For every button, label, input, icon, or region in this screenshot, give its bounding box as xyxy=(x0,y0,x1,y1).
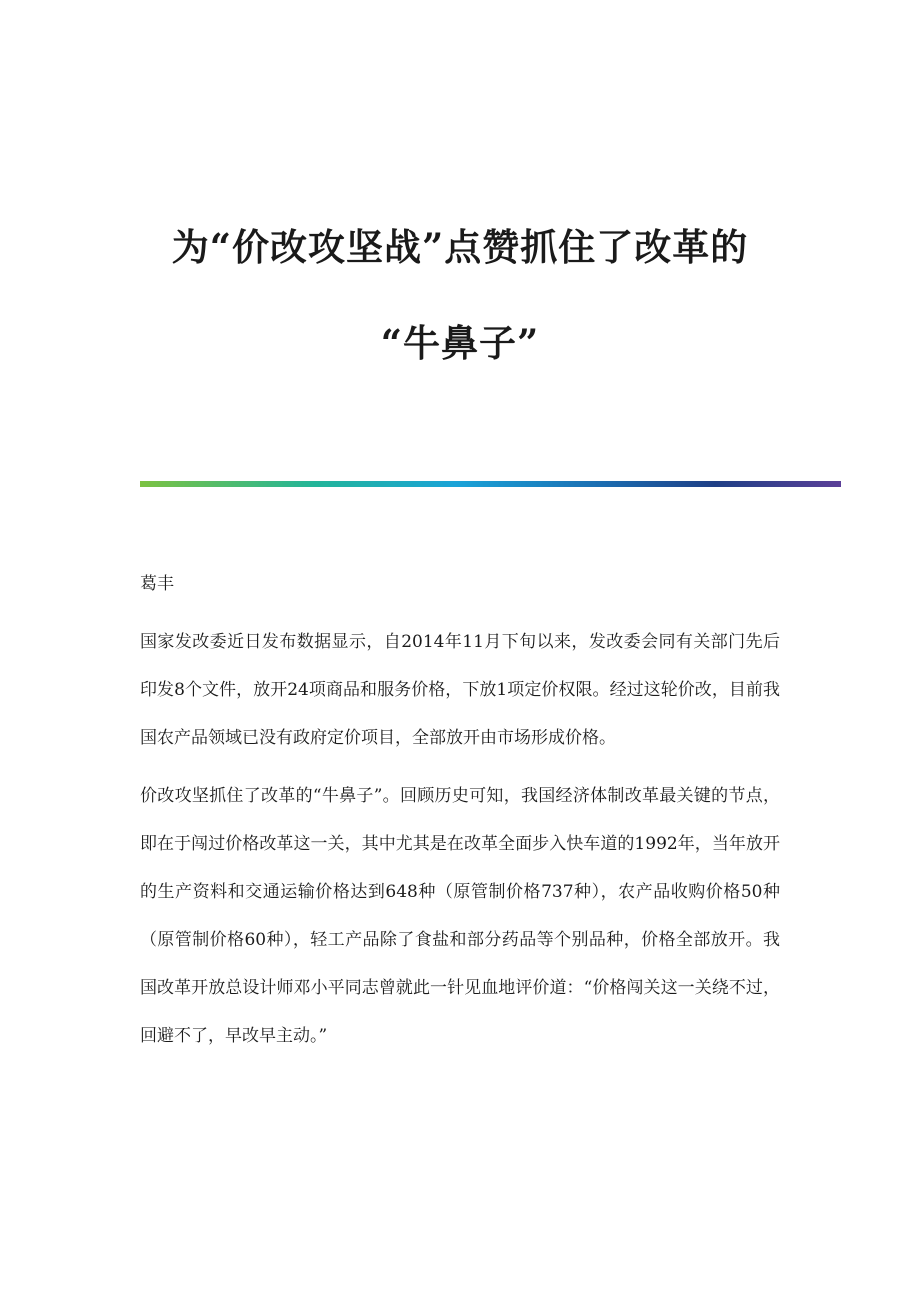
paragraph-2: 价改攻坚抓住了改革的“牛鼻子”。回顾历史可知，我国经济体制改革最关键的节点，即在于闯过价格改革这一关，其中尤其是在改革全面步入快车道的1992年，当年放开的生产资料和交通运输价格达到648种（原管制价格737种），农产品收购价格50种（原管制价格60种），轻工产品除了食盐和部分药品等个别品种，价格全部放开。我国改革开放总设计师邓小平同志曾就此一针见血地评价道：“价格闯关这一关绕不过，回避不了，早改早主动。” xyxy=(140,786,780,1046)
author-name: 葛丰 xyxy=(140,574,174,594)
title-line-1: 为“价改攻坚战”点赞抓住了改革的 xyxy=(171,225,749,269)
paragraph-1: 国家发改委近日发布数据显示，自2014年11月下旬以来，发改委会同有关部门先后印发8个文件，放开24项商品和服务价格，下放1项定价权限。经过这轮价改，目前我国农产品领域已没有政府定价项目，全部放开由市场形成价格。 xyxy=(140,632,780,748)
title-line-2: “牛鼻子” xyxy=(380,321,540,365)
article-body xyxy=(140,560,780,1070)
gradient-divider xyxy=(140,481,841,487)
